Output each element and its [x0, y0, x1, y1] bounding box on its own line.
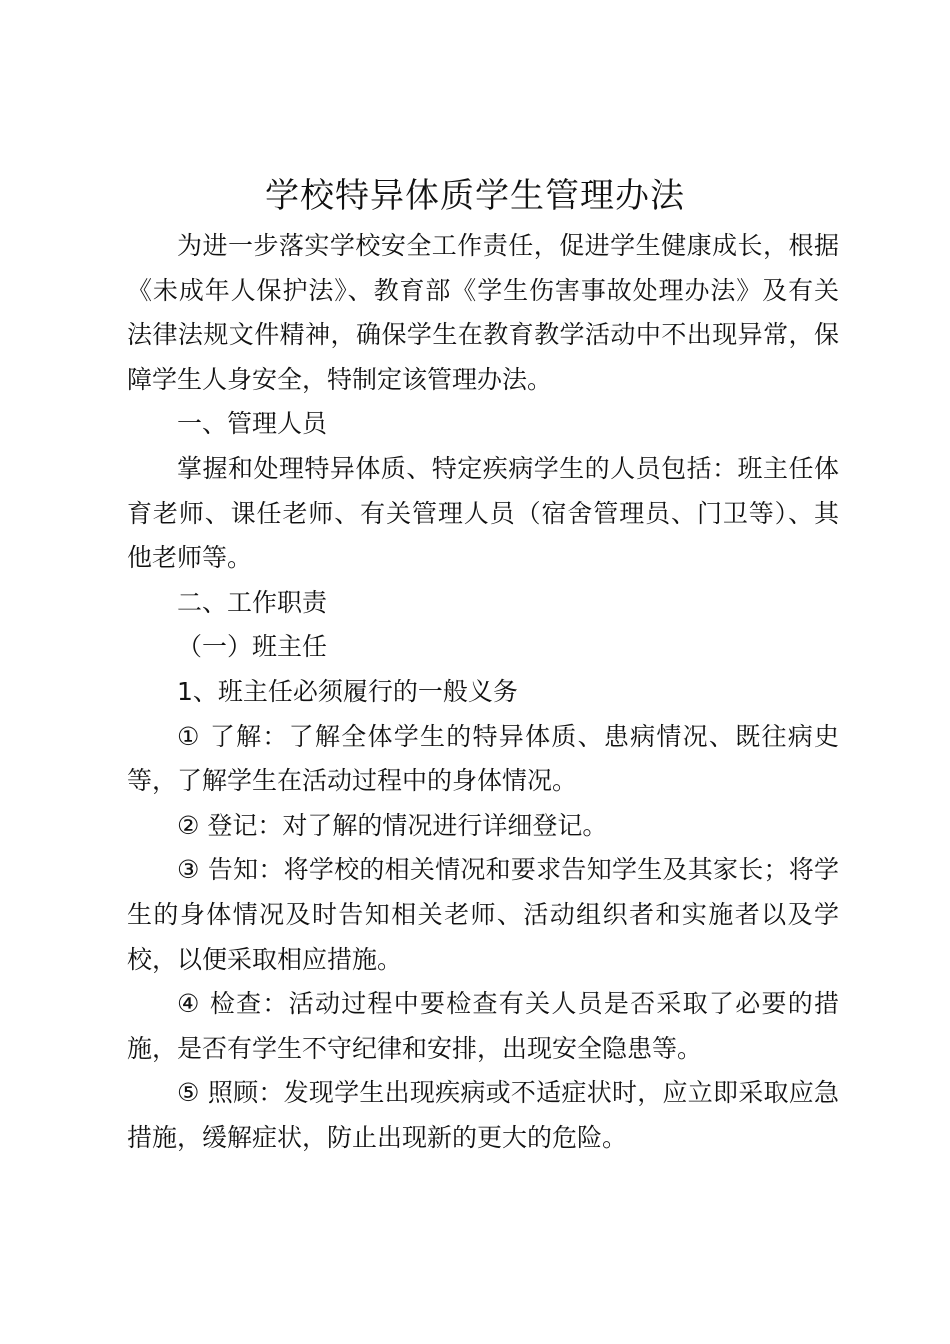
section-heading-duties: 二、工作职责: [177, 587, 328, 617]
duty-item-register: ② 登记：对了解的情况进行详细登记。: [177, 810, 608, 840]
document-title: 学校特异体质学生管理办法: [265, 176, 685, 216]
duty-item-notify: ③ 告知：将学校的相关情况和要求告知学生及其家长；将学生的身体情况及时告知相关老师、活动组织者和实施者以及学校，以便采取相应措施。: [127, 855, 839, 974]
section-heading-personnel: 一、管理人员: [177, 409, 328, 439]
intro-paragraph: 为进一步落实学校安全工作责任，促进学生健康成长，根据《未成年人保护法》、教育部《学生伤害事故处理办法》及有关法律法规文件精神，确保学生在教育教学活动中不出现异常，保障学生人身安全，特制定该管理办法。: [127, 231, 839, 394]
document-body: [127, 224, 839, 1160]
duty-item-care: ⑤ 照顾：发现学生出现疾病或不适症状时，应立即采取应急措施，缓解症状，防止出现新的更大的危险。: [127, 1078, 839, 1152]
personnel-paragraph: 掌握和处理特异体质、特定疾病学生的人员包括：班主任体育老师、课任老师、有关管理人员（宿舍管理员、门卫等）、其他老师等。: [127, 453, 839, 573]
duty-item-inspect: ④ 检查：活动过程中要检查有关人员是否采取了必要的措施，是否有学生不守纪律和安排，出现安全隐患等。: [127, 989, 839, 1063]
item-heading-general-obligations: 1、班主任必须履行的一般义务: [177, 676, 518, 706]
duty-item-understand: ① 了解：了解全体学生的特异体质、患病情况、既往病史等，了解学生在活动过程中的身体情况。: [127, 721, 839, 796]
subsection-heading-head-teacher: （一）班主任: [177, 632, 328, 662]
